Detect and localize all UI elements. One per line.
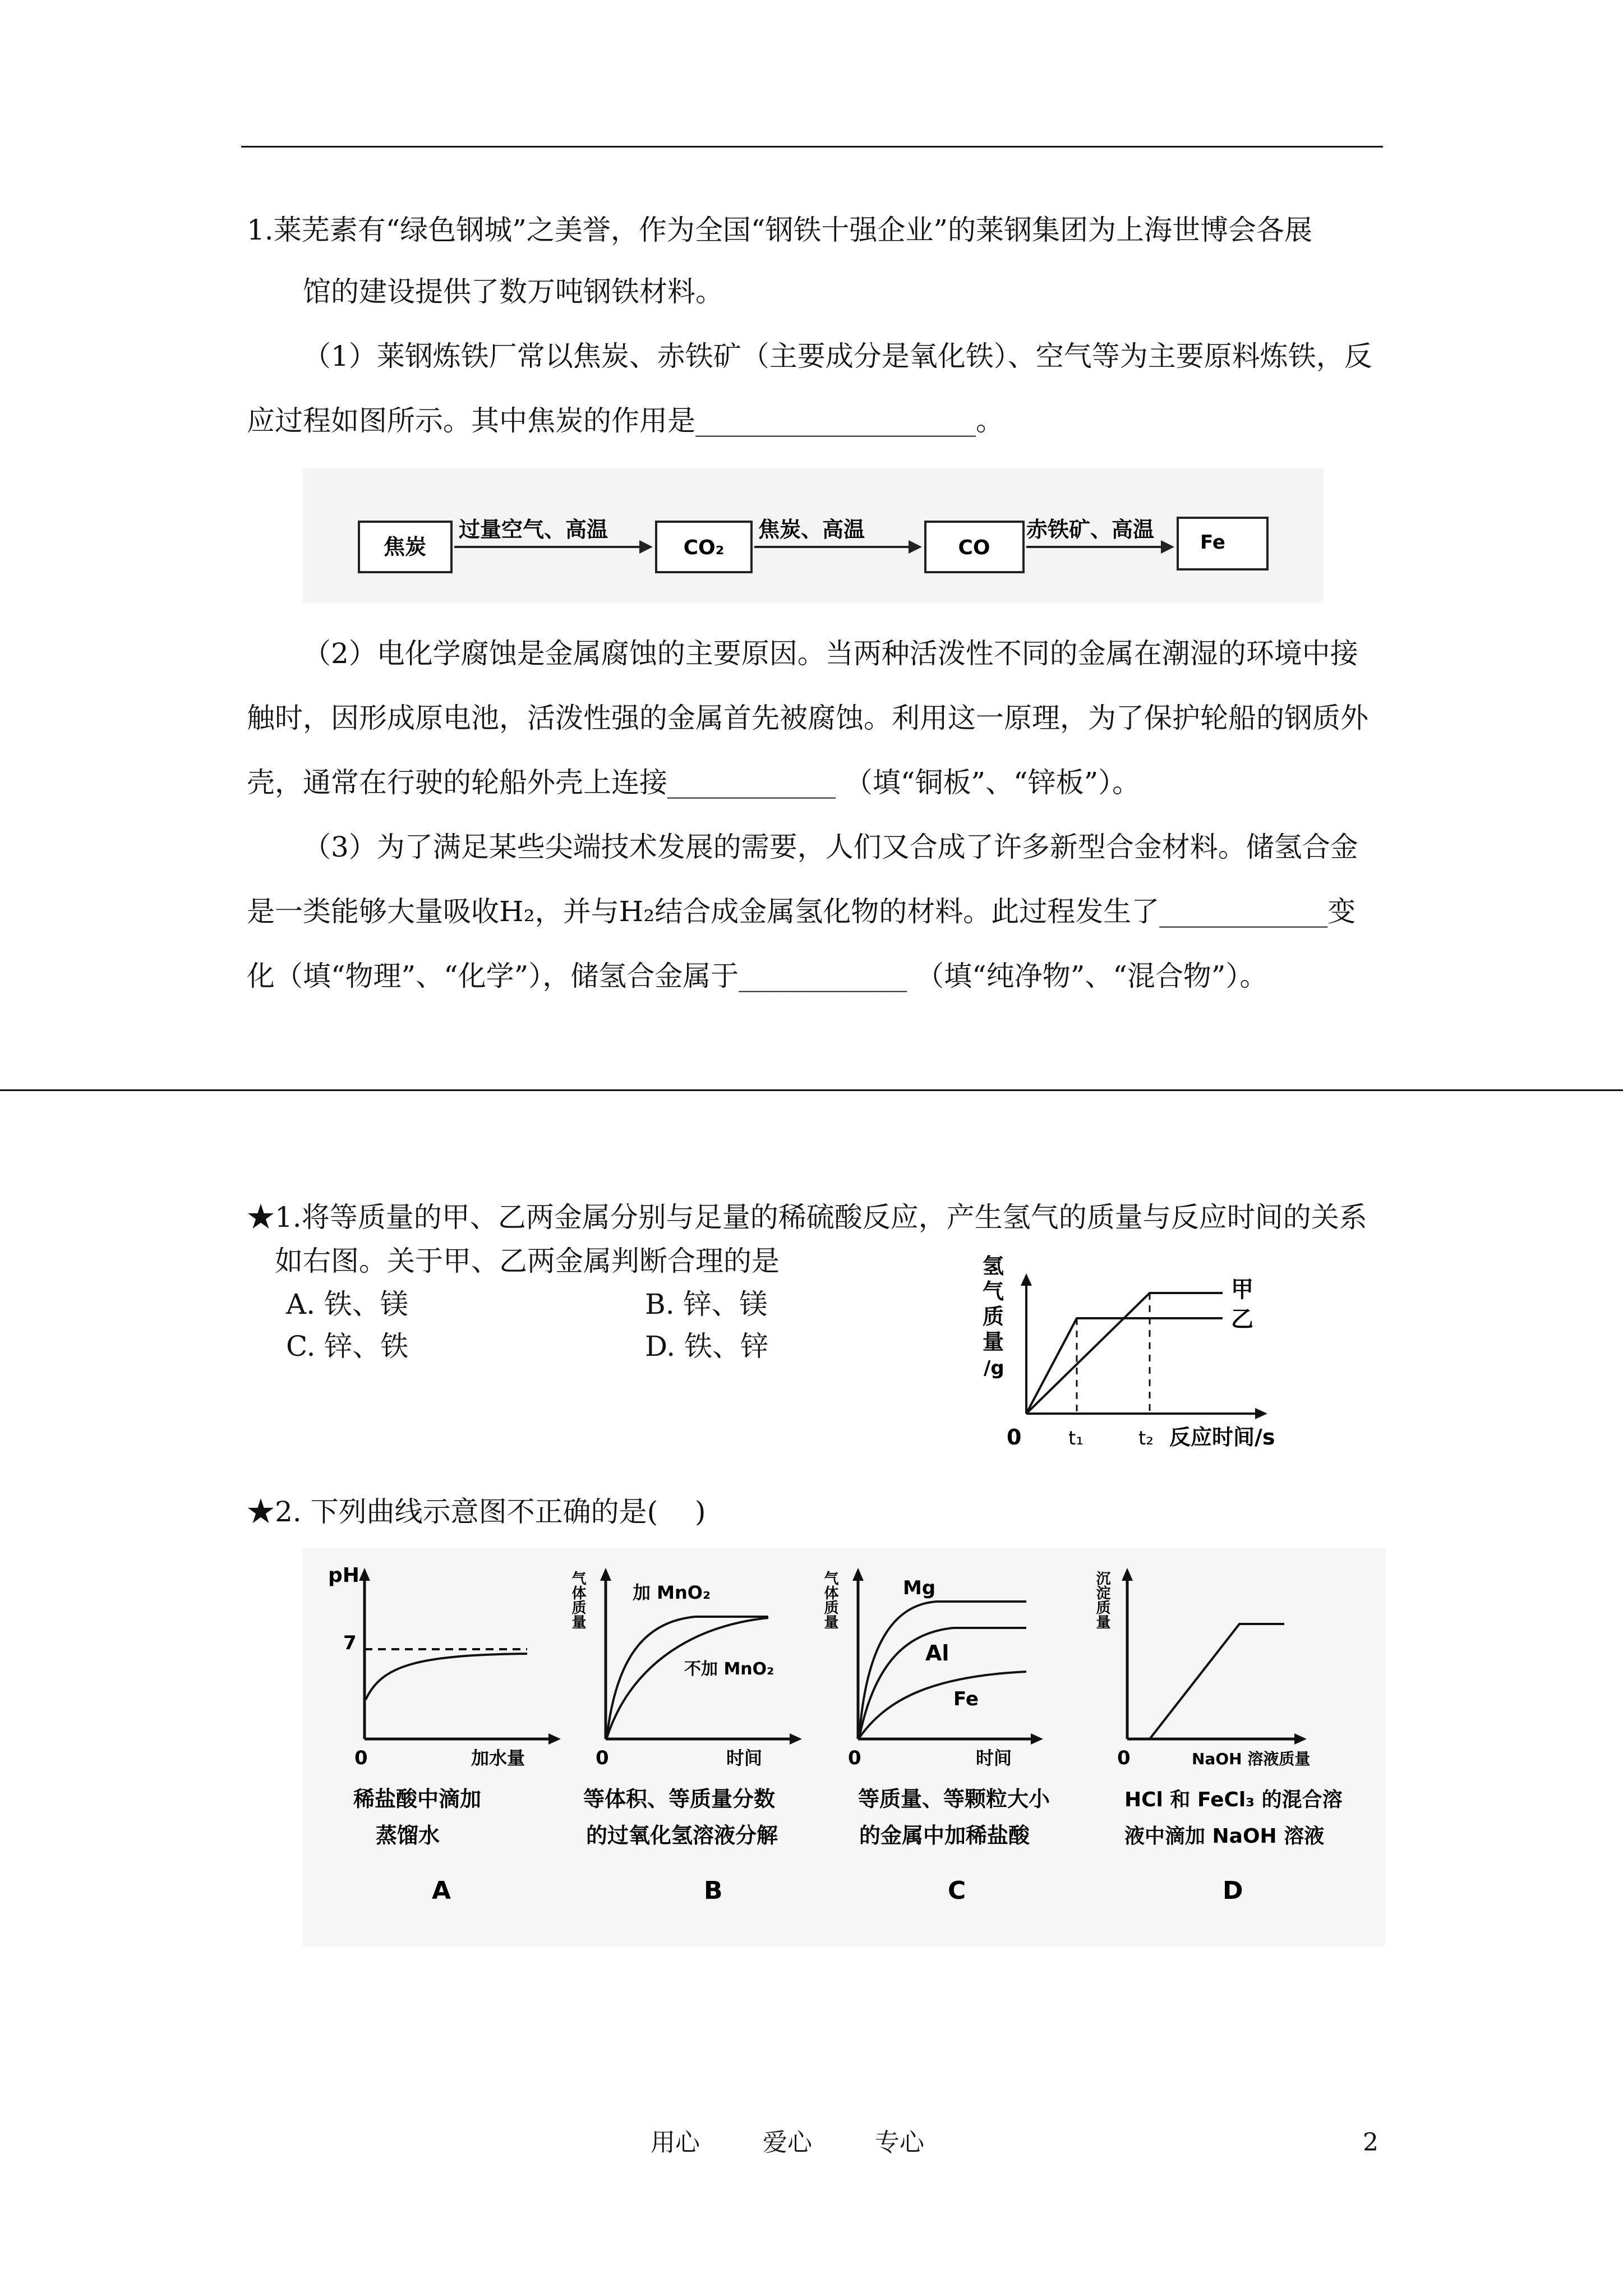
graph-origin-label: 0 — [1007, 1425, 1022, 1450]
figure-a-letter: A — [432, 1876, 451, 1905]
box-co2-label: CO₂ — [683, 536, 725, 559]
figure-c-caption-2: 的金属中加稀盐酸 — [859, 1823, 1030, 1848]
q1-part3-line3: 化（填“物理”、“化学”），储氢合金属于____________ （填“纯净物”、“混合物”）。 — [247, 960, 1268, 992]
section-divider — [0, 1089, 1623, 1091]
q1-part3-line2: 是一类能够大量吸收H₂，并与H₂结合成金属氢化物的材料。此过程发生了____________变 — [247, 895, 1356, 928]
q1-part2-line2: 触时，因形成原电池，活泼性强的金属首先被腐蚀。利用这一原理，为了保护轮船的钢质外 — [247, 702, 1368, 734]
graph-y-label-1: 氢 — [983, 1254, 1004, 1278]
figure-c-label-mg: Mg — [903, 1577, 936, 1599]
figure-a — [328, 1564, 561, 1905]
s1-option-d: D. 铁、锌 — [645, 1330, 769, 1363]
figure-c-caption-1: 等质量、等颗粒大小 — [858, 1787, 1050, 1811]
figure-b-caption-2: 的过氧化氢溶液分解 — [586, 1823, 778, 1848]
figure-a-caption-1: 稀盐酸中滴加 — [353, 1787, 482, 1811]
s1-option-b: B. 锌、镁 — [645, 1288, 768, 1320]
figure-d-x-label: NaOH 溶液质量 — [1192, 1750, 1311, 1768]
footer-motto-3: 专心 — [875, 2128, 924, 2157]
figure-b — [569, 1568, 802, 1905]
hydrogen-mass-time-graph — [976, 1245, 1335, 1458]
figure-d-y-label: 沉淀质量 — [1094, 1571, 1110, 1629]
s1-option-c: C. 锌、铁 — [286, 1330, 409, 1363]
figure-c-x-arrow — [1031, 1733, 1043, 1745]
figure-d-origin: 0 — [1117, 1747, 1131, 1769]
figure-b-label-with: 加 MnO₂ — [633, 1582, 711, 1603]
s1-line1: ★1.将等质量的甲、乙两金属分别与足量的稀硫酸反应，产生氢气的质量与反应时间的关系 — [247, 1201, 1367, 1234]
figure-b-x-label: 时间 — [726, 1747, 763, 1769]
q1-part1-line1: （1）莱钢炼铁厂常以焦炭、赤铁矿（主要成分是氧化铁）、空气等为主要原料炼铁，反 — [303, 340, 1372, 372]
figure-a-x-arrow — [548, 1733, 561, 1745]
figure-c-y-label: 气体质量 — [822, 1571, 838, 1629]
figure-d-letter: D — [1223, 1876, 1243, 1905]
figure-b-letter: B — [704, 1876, 723, 1905]
series-jia-label: 甲 — [1231, 1277, 1253, 1303]
q1-part1-line2: 应过程如图所示。其中焦炭的作用是____________________。 — [247, 404, 1004, 437]
figure-d-caption-1: HCl 和 FeCl₃ 的混合溶 — [1124, 1788, 1343, 1811]
box-co-label: CO — [958, 536, 990, 559]
figure-a-caption-2: 蒸馏水 — [376, 1823, 440, 1848]
footer-motto-1: 用心 — [651, 2128, 700, 2157]
figure-b-caption-1: 等体积、等质量分数 — [583, 1787, 776, 1811]
figure-a-curve — [366, 1654, 527, 1700]
figure-c-letter: C — [948, 1876, 966, 1905]
figure-d — [1094, 1568, 1343, 1905]
graph-x-label: 反应时间/s — [1169, 1425, 1275, 1450]
box-fe-label: Fe — [1200, 531, 1225, 554]
figure-d-caption-2: 液中滴加 NaOH 溶液 — [1124, 1825, 1325, 1848]
s2-stem: ★2. 下列曲线示意图不正确的是( ) — [247, 1496, 706, 1528]
box-coke-label: 焦炭 — [383, 535, 427, 559]
series-yi-label: 乙 — [1231, 1306, 1253, 1332]
figure-b-y-arrow — [600, 1568, 611, 1581]
figure-d-y-arrow — [1122, 1568, 1133, 1581]
figure-b-x-arrow — [790, 1733, 802, 1745]
q1-part3-line1: （3）为了满足某些尖端技术发展的需要，人们又合成了许多新型合金材料。储氢合金 — [303, 831, 1358, 863]
series-yi-line — [1026, 1318, 1223, 1414]
s2-curve-figures — [303, 1548, 1385, 1947]
graph-t2-label: t₂ — [1138, 1427, 1154, 1450]
q1-part2-line1: （2）电化学腐蚀是金属腐蚀的主要原因。当两种活泼性不同的金属在潮湿的环境中接 — [303, 637, 1358, 670]
graph-x-arrow — [1255, 1408, 1267, 1419]
arrow-3-label: 赤铁矿、高温 — [1026, 517, 1155, 542]
figure-c-x-label: 时间 — [976, 1747, 1012, 1769]
q1-part2-line3: 壳，通常在行驶的轮船外壳上连接____________ （填“铜板”、“锌板”）。 — [247, 766, 1141, 799]
footer-motto-2: 爱心 — [763, 2128, 812, 2157]
figure-c-y-arrow — [852, 1568, 864, 1581]
graph-y-label-2: 气 — [983, 1279, 1004, 1304]
figure-c-origin: 0 — [848, 1747, 861, 1769]
ironmaking-flow-diagram — [303, 468, 1324, 603]
arrow-2-label: 焦炭、高温 — [758, 517, 865, 542]
figure-c-label-fe: Fe — [953, 1688, 979, 1710]
s1-option-a: A. 铁、镁 — [286, 1288, 408, 1320]
arrow-1-label: 过量空气、高温 — [459, 517, 608, 542]
s1-line2: 如右图。关于甲、乙两金属判断合理的是 — [275, 1245, 780, 1277]
graph-t1-label: t₁ — [1068, 1427, 1083, 1450]
series-jia-line — [1026, 1293, 1223, 1414]
figure-a-x-label: 加水量 — [471, 1747, 525, 1769]
figure-b-origin: 0 — [596, 1747, 609, 1769]
figure-b-label-without: 不加 MnO₂ — [684, 1659, 774, 1679]
q1-line1: 1.莱芜素有“绿色钢城”之美誉，作为全国“钢铁十强企业”的莱钢集团为上海世博会各展 — [247, 214, 1312, 246]
figure-a-y-arrow — [359, 1568, 370, 1581]
figure-b-y-label: 气体质量 — [569, 1571, 586, 1629]
graph-y-arrow — [1021, 1273, 1032, 1286]
figure-a-seven: 7 — [343, 1632, 357, 1654]
figure-a-y-label: pH — [328, 1564, 359, 1587]
graph-y-label-3: 质 — [983, 1304, 1004, 1329]
graph-y-label-5: /g — [984, 1357, 1004, 1379]
figure-c — [822, 1568, 1050, 1905]
page-number: 2 — [1363, 2128, 1378, 2157]
top-rule — [241, 146, 1383, 148]
figure-c-label-al: Al — [925, 1641, 949, 1665]
figure-d-curve — [1150, 1624, 1284, 1739]
figure-c-curve-fe — [859, 1672, 1026, 1738]
graph-y-label-4: 量 — [983, 1329, 1004, 1354]
q1-line2: 馆的建设提供了数万吨钢铁材料。 — [303, 275, 723, 308]
figure-d-x-arrow — [1294, 1733, 1307, 1745]
figure-a-origin: 0 — [354, 1747, 368, 1769]
